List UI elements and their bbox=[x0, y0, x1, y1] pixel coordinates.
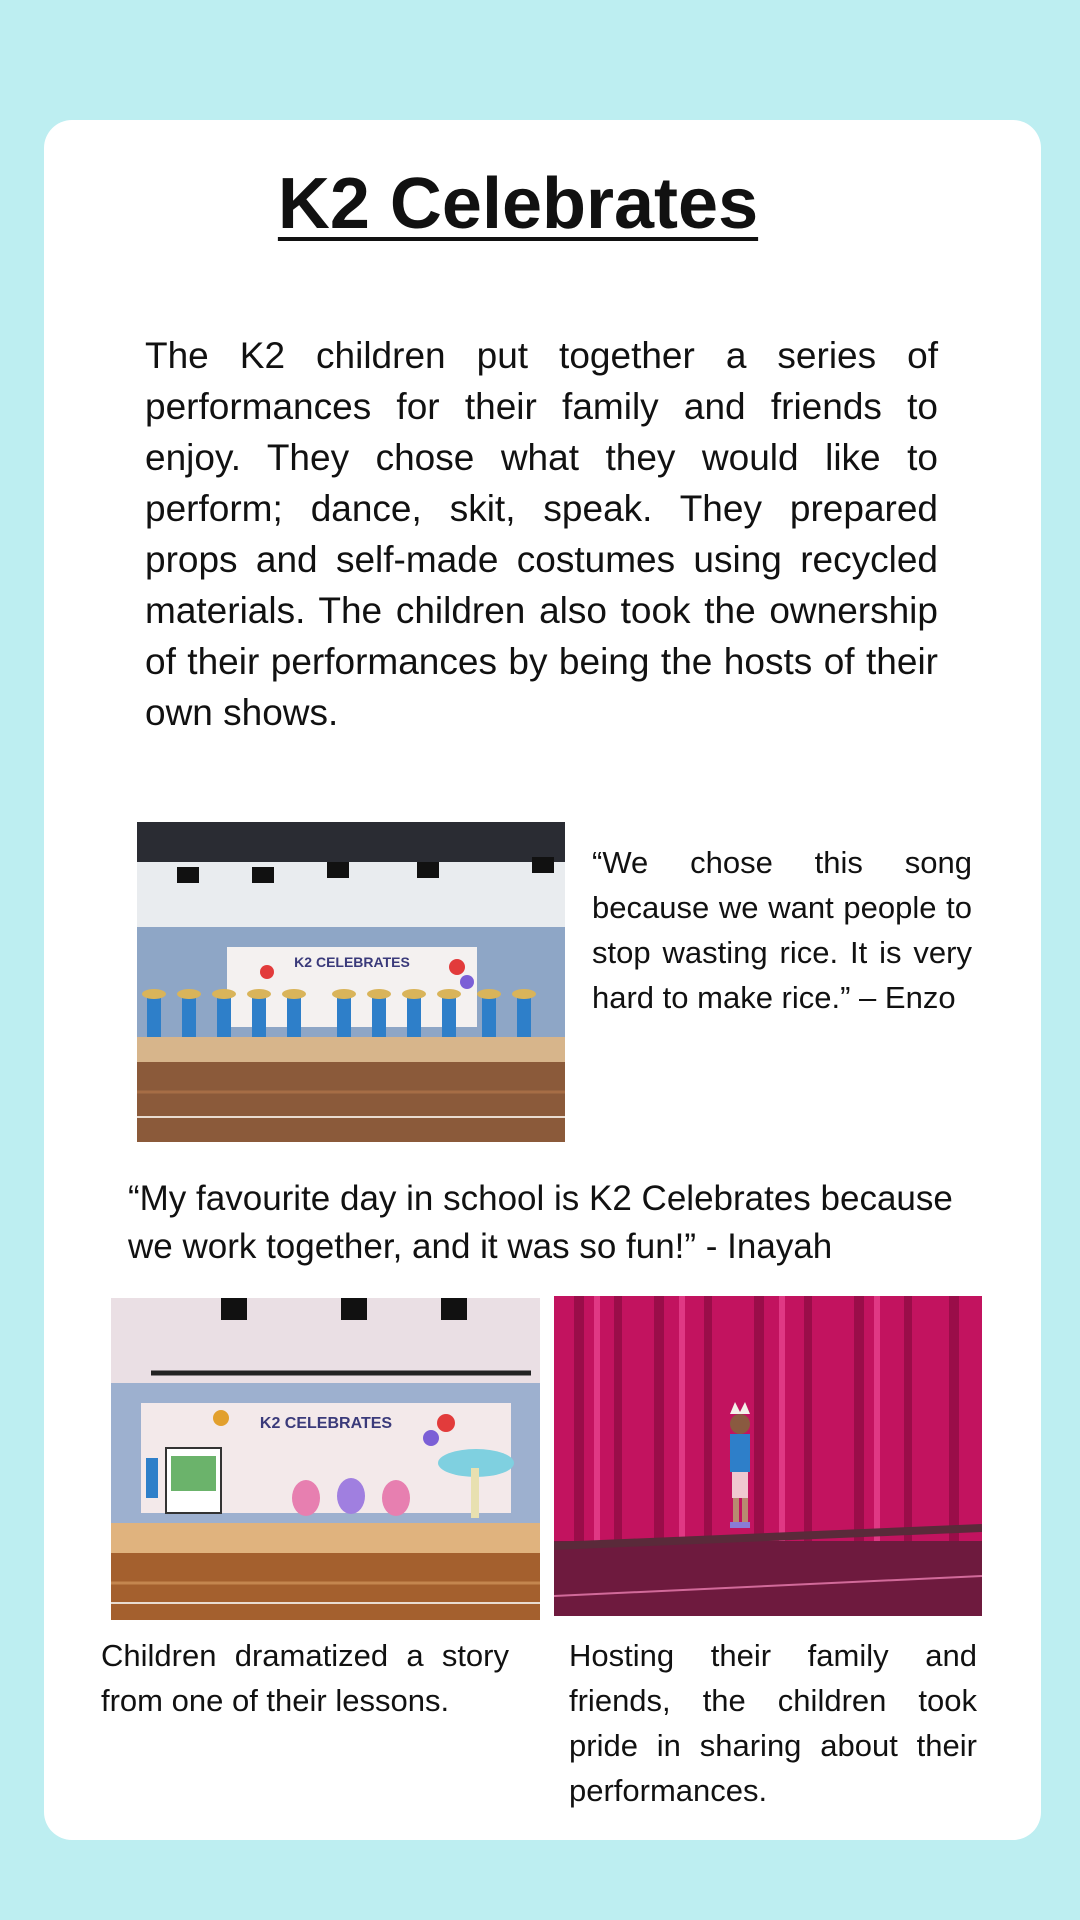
host-on-stage-photo bbox=[554, 1296, 982, 1616]
banner-text: K2 CELEBRATES bbox=[294, 954, 410, 970]
banner-text: K2 CELEBRATES bbox=[259, 1415, 393, 1432]
skit-caption: Children dramatized a story from one of their lessons. bbox=[101, 1638, 509, 1718]
page-title: K2 Celebrates bbox=[277, 164, 759, 244]
stage-skit-photo bbox=[111, 1298, 540, 1620]
hosting-caption: Hosting their family and friends, the children took pride in sharing about their performances. bbox=[569, 1638, 977, 1808]
enzo-quote: “We chose this song because we want people to stop wasting rice. It is very hard to make rice.” – Enzo bbox=[592, 845, 972, 1015]
intro-paragraph: The K2 children put together a series of performances for their family and friends to enjoy. They chose what they would like to perform; dance, skit, speak. They prepared props and self-made costumes using recycled materials. The children also took the ownership of their performances by being the hosts of their own shows. bbox=[145, 335, 938, 733]
stage-group-dance-photo bbox=[137, 822, 565, 1142]
inayah-quote: “My favourite day in school is K2 Celebrates because we work together, and it was so fun!” - Inayah bbox=[128, 1179, 953, 1266]
